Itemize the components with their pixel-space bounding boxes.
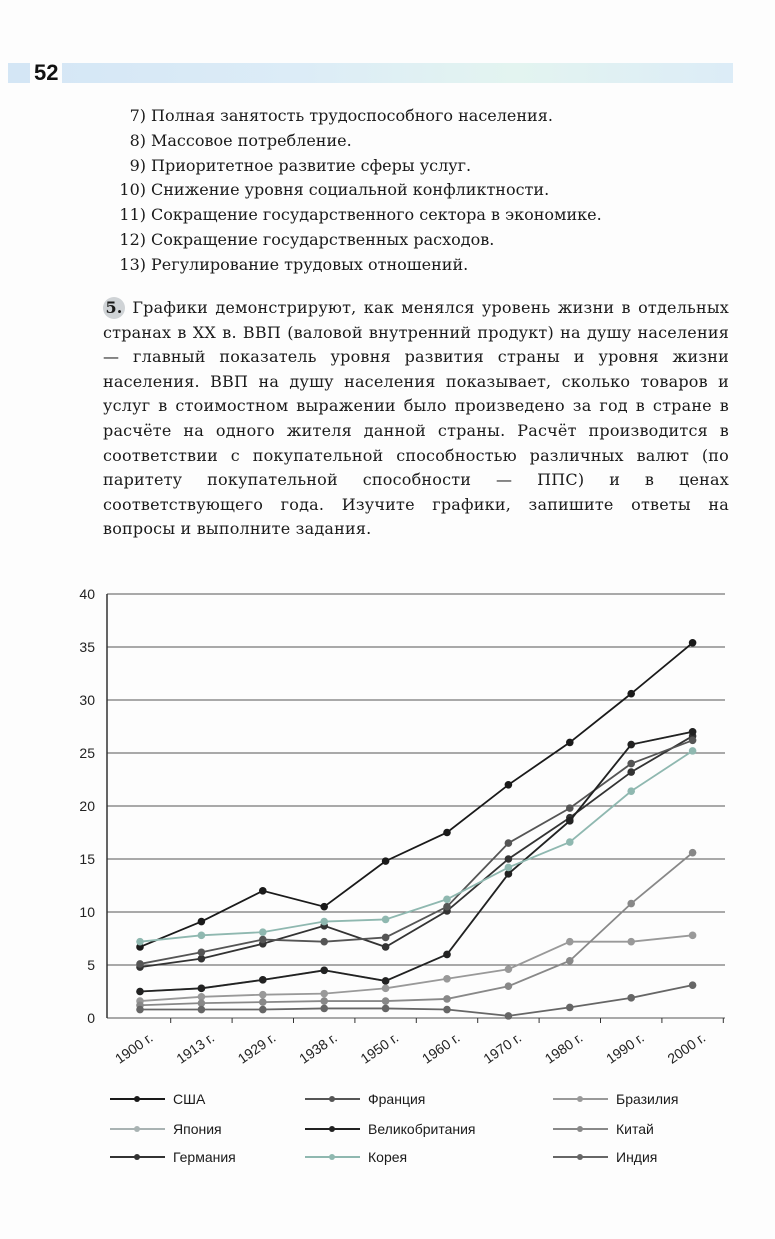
x-tick-label: 1980 г.	[541, 1029, 586, 1067]
legend-label: Япония	[173, 1121, 222, 1137]
data-point	[443, 951, 451, 959]
data-point	[505, 839, 513, 847]
data-point	[689, 849, 697, 857]
x-tick-label: 1938 г.	[296, 1029, 340, 1067]
data-point	[627, 787, 635, 795]
data-point	[382, 934, 390, 942]
data-point	[320, 990, 328, 998]
legend-item	[110, 1121, 222, 1137]
data-point	[198, 932, 206, 940]
legend-item	[305, 1091, 425, 1107]
legend-item	[305, 1121, 476, 1137]
legend-line-icon	[553, 1124, 608, 1134]
data-point	[627, 760, 635, 768]
legend-item	[553, 1091, 678, 1107]
legend-line-icon	[110, 1094, 165, 1104]
y-tick-label: 35	[79, 639, 95, 655]
legend-item	[305, 1149, 407, 1165]
data-point	[689, 728, 697, 736]
data-point	[382, 916, 390, 924]
data-point	[505, 965, 513, 973]
page-number: 52	[30, 60, 62, 86]
data-point	[627, 938, 635, 946]
data-point	[198, 985, 206, 993]
data-point	[259, 936, 267, 944]
data-point	[320, 967, 328, 975]
data-point	[259, 1006, 267, 1014]
data-point	[198, 1006, 206, 1014]
list-item: 11) Сокращение государственного сектора в экономике.	[119, 205, 602, 225]
data-point	[566, 957, 574, 965]
y-tick-label: 15	[79, 851, 95, 867]
x-tick-label: 1913 г.	[173, 1029, 218, 1067]
data-point	[505, 781, 513, 789]
data-point	[689, 981, 697, 989]
y-tick-label: 20	[79, 798, 95, 814]
legend-line-icon	[305, 1152, 360, 1162]
data-point	[443, 903, 451, 911]
legend-label: Великобритания	[368, 1121, 476, 1137]
series-line-США	[140, 643, 693, 947]
x-tick-label: 1950 г.	[357, 1029, 402, 1067]
data-point	[259, 928, 267, 936]
data-point	[443, 1006, 451, 1014]
legend-line-icon	[553, 1152, 608, 1162]
data-point	[443, 975, 451, 983]
data-point	[198, 948, 206, 956]
data-point	[443, 895, 451, 903]
legend-label: Германия	[173, 1149, 236, 1165]
data-point	[627, 741, 635, 749]
y-tick-label: 40	[79, 586, 95, 602]
data-point	[382, 997, 390, 1005]
list-item: 7) Полная занятость трудоспособного населения.	[129, 106, 553, 125]
data-point	[320, 938, 328, 946]
data-point	[566, 1004, 574, 1012]
list-item: 9) Приоритетное развитие сферы услуг.	[129, 155, 472, 175]
legend-label: Индия	[616, 1149, 658, 1165]
data-point	[443, 829, 451, 837]
task-number-badge: 5.	[103, 297, 125, 319]
data-point	[627, 768, 635, 776]
legend-label: Китай	[616, 1121, 654, 1137]
y-tick-label: 25	[79, 745, 95, 761]
x-tick-label: 1970 г.	[480, 1029, 525, 1067]
legend-item	[110, 1149, 236, 1165]
data-point	[689, 932, 697, 940]
data-point	[443, 995, 451, 1003]
data-point	[259, 887, 267, 895]
legend-line-icon	[110, 1124, 165, 1134]
y-tick-label: 10	[79, 904, 95, 920]
legend-label: Франция	[368, 1091, 426, 1107]
x-tick-label: 1960 г.	[418, 1029, 463, 1067]
data-point	[320, 918, 328, 926]
legend-item	[110, 1091, 205, 1107]
data-point	[505, 855, 513, 863]
data-point	[198, 918, 206, 926]
legend-item	[553, 1149, 657, 1165]
x-tick-label: 2000 г.	[664, 1029, 709, 1067]
data-point	[566, 739, 574, 747]
y-tick-label: 5	[87, 957, 95, 973]
data-point	[320, 997, 328, 1005]
data-point	[382, 943, 390, 951]
data-point	[689, 639, 697, 647]
data-point	[505, 982, 513, 990]
x-tick-label: 1929 г.	[234, 1029, 279, 1067]
data-point	[566, 938, 574, 946]
list-item: 8) Массовое потребление.	[129, 130, 352, 150]
data-point	[382, 977, 390, 985]
data-point	[505, 1012, 513, 1020]
data-point	[689, 736, 697, 744]
legend-line-icon	[305, 1094, 360, 1104]
data-point	[320, 903, 328, 911]
data-point	[566, 804, 574, 812]
legend-line-icon	[553, 1094, 608, 1104]
data-point	[505, 864, 513, 872]
legend-item	[553, 1121, 654, 1137]
list-item: 12) Сокращение государственных расходов.	[119, 229, 495, 249]
x-tick-label: 1900 г.	[111, 1029, 156, 1067]
list-item: 10) Снижение уровня социальной конфликтности.	[119, 180, 550, 200]
legend-label: США	[173, 1091, 206, 1107]
legend-label: Корея	[368, 1149, 408, 1165]
data-point	[627, 994, 635, 1002]
data-point	[259, 998, 267, 1006]
data-point	[382, 857, 390, 865]
data-point	[136, 1006, 144, 1014]
data-point	[689, 747, 697, 755]
data-point	[627, 900, 635, 908]
legend-line-icon	[305, 1124, 360, 1134]
y-tick-label: 0	[87, 1010, 95, 1026]
data-point	[382, 985, 390, 993]
data-point	[627, 690, 635, 698]
data-point	[259, 991, 267, 999]
data-point	[382, 1005, 390, 1013]
data-point	[136, 988, 144, 996]
data-point	[136, 960, 144, 968]
data-point	[566, 838, 574, 846]
legend-label: Бразилия	[616, 1091, 679, 1107]
legend-line-icon	[110, 1152, 165, 1162]
x-tick-label: 1990 г.	[603, 1029, 647, 1067]
data-point	[259, 976, 267, 984]
list-item: 13) Регулирование трудовых отношений.	[119, 254, 469, 274]
task-text: Графики демонстрируют, как менялся уровень жизни в отдельных странах в XX в. ВВП (валовой внутренний продукт) на душу населения — главный показатель уровня развития страны и уровня жизни населения. ВВП на душу населения показывает, сколько товаров и услуг в стоимостном выражении было произведено за год в стране в расчёте на одного жителя данной страны. Расчёт производится в соответствии с покупательной способностью различных валют (по паритету покупательной способности — ППС) и в ценах соответствующего года. Изучите графики, запишите ответы на вопросы и выполните задания.	[103, 298, 729, 539]
data-point	[136, 938, 144, 946]
data-point	[320, 1005, 328, 1013]
y-tick-label: 30	[79, 692, 95, 708]
data-point	[566, 817, 574, 825]
series-line-Франция	[140, 740, 693, 964]
